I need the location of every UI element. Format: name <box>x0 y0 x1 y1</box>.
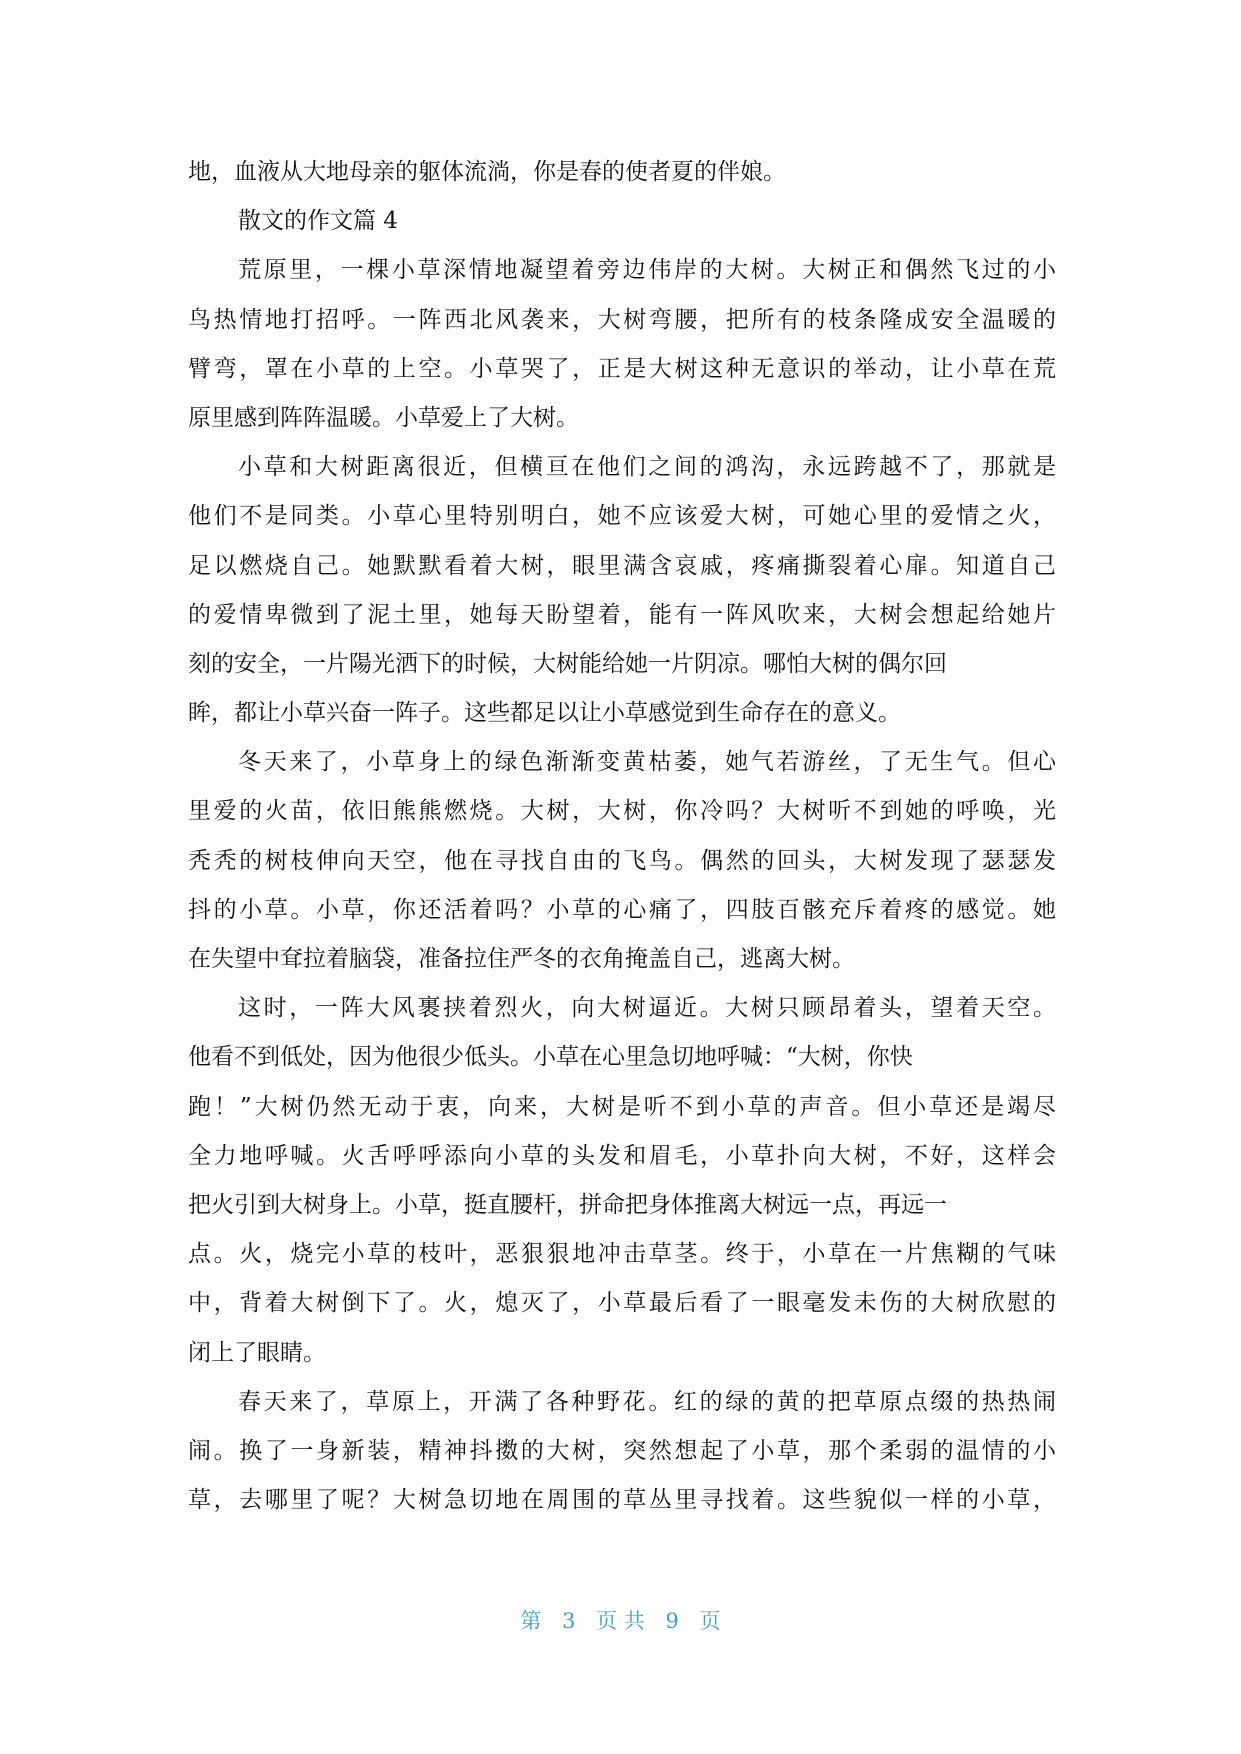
text-line: 他看不到低处，因为他很少低头。小草在心里急切地呼喊：“大树，你快 <box>188 1044 913 1071</box>
footer-label-end: 页 <box>699 1609 721 1633</box>
text-line: 里爱的火苗，依旧熊熊燃烧。大树，大树，你冷吗？大树听不到她的呼唤，光 <box>188 798 1056 825</box>
text-line: 原里感到阵阵温暖。小草爱上了大树。 <box>188 404 579 431</box>
text-line: 闹。换了一身新装，精神抖擞的大树，突然想起了小草，那个柔弱的温情的小 <box>188 1437 1056 1464</box>
current-page-number: 3 <box>562 1609 576 1633</box>
text-line: 刻的安全，一片陽光洒下的时候，大树能给她一片阴凉。哪怕大树的偶尔回 <box>188 650 947 677</box>
text-line: 鸟热情地打招呼。一阵西北风袭来，大树弯腰，把所有的枝条隆成安全温暖的 <box>188 306 1056 333</box>
text-line: 地，血液从大地母亲的躯体流淌，你是春的使者夏的伴娘。 <box>188 159 786 185</box>
text-line: 把火引到大树身上。小草，挺直腰杆，拼命把身体推离大树远一点，再远一 <box>188 1191 947 1218</box>
section-heading: 散文的作文篇 4 <box>238 208 398 235</box>
text-line: 抖的小草。小草，你还活着吗？小草的心痛了，四肢百骸充斥着疼的感觉。她 <box>188 896 1056 923</box>
text-line: 荒原里，一棵小草深情地凝望着旁边伟岸的大树。大树正和偶然飞过的小 <box>238 257 1056 284</box>
text-line: 草，去哪里了呢？大树急切地在周围的草丛里寻找着。这些貌似一样的小草， <box>188 1487 1056 1514</box>
article-body <box>188 148 1056 1525</box>
text-line: 点。火，烧完小草的枝叶，恶狠狠地冲击草茎。终于，小草在一片焦糊的气味 <box>188 1241 1056 1268</box>
total-pages-number: 9 <box>665 1609 679 1633</box>
text-line: 在失望中耷拉着脑袋，准备拉住严冬的衣角掩盖自己，逃离大树。 <box>188 946 855 972</box>
text-line: 秃秃的树枝伸向天空，他在寻找自由的飞鸟。偶然的回头，大树发现了瑟瑟发 <box>188 847 1056 874</box>
page-footer <box>0 1605 1241 1635</box>
footer-label-of: 页 共 <box>596 1609 645 1633</box>
text-line: 中，背着大树倒下了。火，熄灭了，小草最后看了一眼毫发未伤的大树欣慰的 <box>188 1290 1056 1317</box>
text-line: 的爱情卑微到了泥土里，她每天盼望着，能有一阵风吹来，大树会想起给她片 <box>188 601 1056 628</box>
text-line: 跑！”大树仍然无动于衷，向来，大树是听不到小草的声音。但小草还是竭尽 <box>188 1093 1056 1120</box>
footer-label-page: 第 <box>520 1609 542 1633</box>
text-line: 春天来了，草原上，开满了各种野花。红的绿的黄的把草原点缀的热热闹 <box>238 1388 1056 1415</box>
text-line: 这时，一阵大风裹挟着烈火，向大树逼近。大树只顾昂着头，望着天空。 <box>238 995 1056 1022</box>
text-line: 闭上了眼睛。 <box>188 1339 326 1366</box>
text-line: 小草和大树距离很近，但横亘在他们之间的鸿沟，永远跨越不了，那就是 <box>238 454 1056 481</box>
text-line: 他们不是同类。小草心里特别明白，她不应该爱大树，可她心里的爱情之火， <box>188 503 1056 530</box>
text-line: 全力地呼喊。火舌呼呼添向小草的头发和眉毛，小草扑向大树，不好，这样会 <box>188 1142 1056 1169</box>
text-line: 足以燃烧自己。她默默看着大树，眼里满含哀戚，疼痛撕裂着心扉。知道自己 <box>188 552 1056 579</box>
text-line: 冬天来了，小草身上的绿色渐渐变黄枯萎，她气若游丝，了无生气。但心 <box>238 749 1056 776</box>
text-line: 眸，都让小草兴奋一阵子。这些都足以让小草感觉到生命存在的意义。 <box>188 700 901 727</box>
text-line: 臂弯，罩在小草的上空。小草哭了，正是大树这种无意识的举动，让小草在荒 <box>188 355 1056 382</box>
